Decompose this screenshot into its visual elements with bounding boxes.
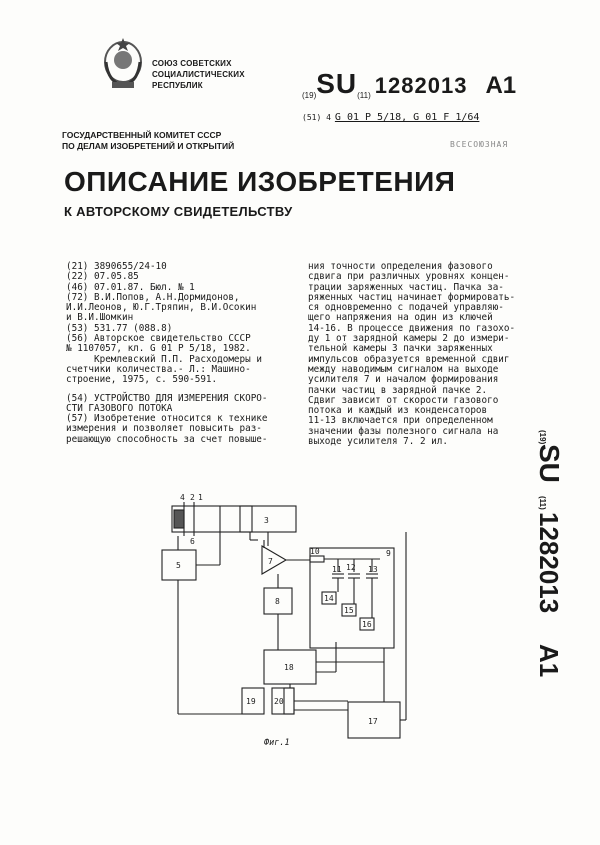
invention-title-line: СТИ ГАЗОВОГО ПОТОКА xyxy=(66,402,173,414)
circuit-figure xyxy=(160,492,520,754)
document-subtitle: К АВТОРСКОМУ СВИДЕТЕЛЬСТВУ xyxy=(64,204,293,219)
svg-text:15: 15 xyxy=(344,606,354,615)
svg-text:17: 17 xyxy=(368,717,378,726)
side-patent-number xyxy=(528,430,568,720)
document-title: ОПИСАНИЕ ИЗОБРЕТЕНИЯ xyxy=(64,166,456,197)
abstract-line: ряженных частиц начинает формировать- xyxy=(308,291,516,303)
side-number: 1282013 xyxy=(534,512,564,614)
biblio-line: (46) 07.01.87. Бюл. № 1 xyxy=(66,281,195,293)
figure-caption: Фиг.1 xyxy=(264,738,290,748)
abstract-line: измерения и позволяет повысить раз- xyxy=(66,423,262,435)
svg-text:5: 5 xyxy=(176,561,181,570)
library-stamp: ВСЕСОЮЗНАЯ xyxy=(450,140,509,149)
country-code: SU xyxy=(316,68,358,99)
biblio-line: счетчики количества.- Л.: Машино- xyxy=(66,363,251,375)
abstract-line: импульсов образуется временной сдвиг xyxy=(308,353,510,365)
svg-text:4: 4 xyxy=(180,493,185,502)
org-name: СОЮЗ СОВЕТСКИХ СОЦИАЛИСТИЧЕСКИХ РЕСПУБЛИК xyxy=(152,59,245,90)
svg-text:14: 14 xyxy=(324,594,334,603)
svg-text:3: 3 xyxy=(264,516,269,525)
ussr-emblem-icon xyxy=(100,36,146,92)
biblio-line: и В.И.Шомкин xyxy=(66,312,134,324)
patent-kind: A1 xyxy=(485,72,517,99)
abstract-line: 11-13 включается при определенном xyxy=(308,415,493,427)
side-su: SU xyxy=(534,444,565,483)
invention-title-line: (54) УСТРОЙСТВО ДЛЯ ИЗМЕРЕНИЯ СКОРО- xyxy=(66,392,268,404)
abstract-line: значении фазы полезного сигнала на xyxy=(308,425,499,437)
abstract-line: щего напряжения на один из ключей xyxy=(308,312,493,324)
right-column xyxy=(308,262,526,447)
svg-text:16: 16 xyxy=(362,620,372,629)
left-column xyxy=(66,262,298,445)
svg-text:12: 12 xyxy=(346,563,356,572)
patent-number: 1282013 xyxy=(374,73,468,98)
patent-number-block: (19)SU(11) 1282013 A1 xyxy=(302,68,517,100)
svg-text:7: 7 xyxy=(268,557,273,566)
abstract-line: тельной камеры 3 пачки заряженных xyxy=(308,343,493,355)
abstract-line: трации заряженных частиц. Пачка за- xyxy=(308,281,504,293)
svg-text:18: 18 xyxy=(284,663,294,672)
abstract-line: ния точности определения фазового xyxy=(308,261,493,272)
abstract-line: 14-16. В процессе движения по газохо- xyxy=(308,322,516,334)
resistor-10 xyxy=(310,556,324,562)
abstract-line: усилителя 7 и началом формирования xyxy=(308,374,499,386)
abstract-line: сдвига при различных уровнях концен- xyxy=(308,271,510,283)
svg-text:8: 8 xyxy=(275,597,280,606)
svg-text:6: 6 xyxy=(190,537,195,546)
biblio-line: (72) В.И.Попов, А.Н.Дормидонов, xyxy=(66,291,240,303)
svg-text:13: 13 xyxy=(368,565,378,574)
svg-text:11: 11 xyxy=(332,565,342,574)
biblio-line: И.И.Леонов, Ю.Г.Тряпин, В.И.Осокин xyxy=(66,302,257,314)
biblio-line: № 1107057, кл. G 01 P 5/18, 1982. xyxy=(66,343,251,355)
abstract-line: ду 1 от зарядной камеры 2 до измери- xyxy=(308,333,510,345)
biblio-line: (56) Авторское свидетельство СССР xyxy=(66,333,251,345)
svg-text:(11): (11) xyxy=(538,496,547,510)
abstract-line: (57) Изобретение относится к технике xyxy=(66,413,268,425)
svg-text:2: 2 xyxy=(190,493,195,502)
abstract-line: ся одновременно с подачей управляю- xyxy=(308,302,504,314)
abstract-line: Сдвиг зависит от скорости газового xyxy=(308,394,499,406)
biblio-line: (21) 3890655/24-10 xyxy=(66,261,167,272)
amplifier-7 xyxy=(262,546,286,574)
svg-text:19: 19 xyxy=(246,697,256,706)
abstract-line: между наводимым сигналом на выходе xyxy=(308,363,499,375)
svg-text:10: 10 xyxy=(310,547,320,556)
side-kind: A1 xyxy=(534,644,564,678)
biblio-line: Кремлевский П.П. Расходомеры и xyxy=(66,353,262,365)
biblio-line: (53) 531.77 (088.8) xyxy=(66,322,173,334)
svg-text:1: 1 xyxy=(198,493,203,502)
svg-text:20: 20 xyxy=(274,697,284,706)
svg-text:9: 9 xyxy=(386,549,391,558)
abstract-line: пачки частиц в зарядной пачке 2. xyxy=(308,384,488,396)
abstract-line: выходе усилителя 7. 2 ил. xyxy=(308,436,448,448)
abstract-line: решающую способность за счет повыше- xyxy=(66,433,268,445)
committee-name: ГОСУДАРСТВЕННЫЙ КОМИТЕТ СССР ПО ДЕЛАМ ИЗОБРЕТЕНИЙ И ОТКРЫТИЙ xyxy=(62,130,235,151)
biblio-line: (22) 07.05.85 xyxy=(66,271,139,283)
ipc-classification: (51) 4 G 01 P 5/18, G 01 F 1/64 xyxy=(302,112,480,123)
abstract-line: потока и каждый из конденсаторов xyxy=(308,405,488,417)
svg-text:(19): (19) xyxy=(538,430,547,445)
biblio-line: строение, 1975, с. 590-591. xyxy=(66,374,218,386)
